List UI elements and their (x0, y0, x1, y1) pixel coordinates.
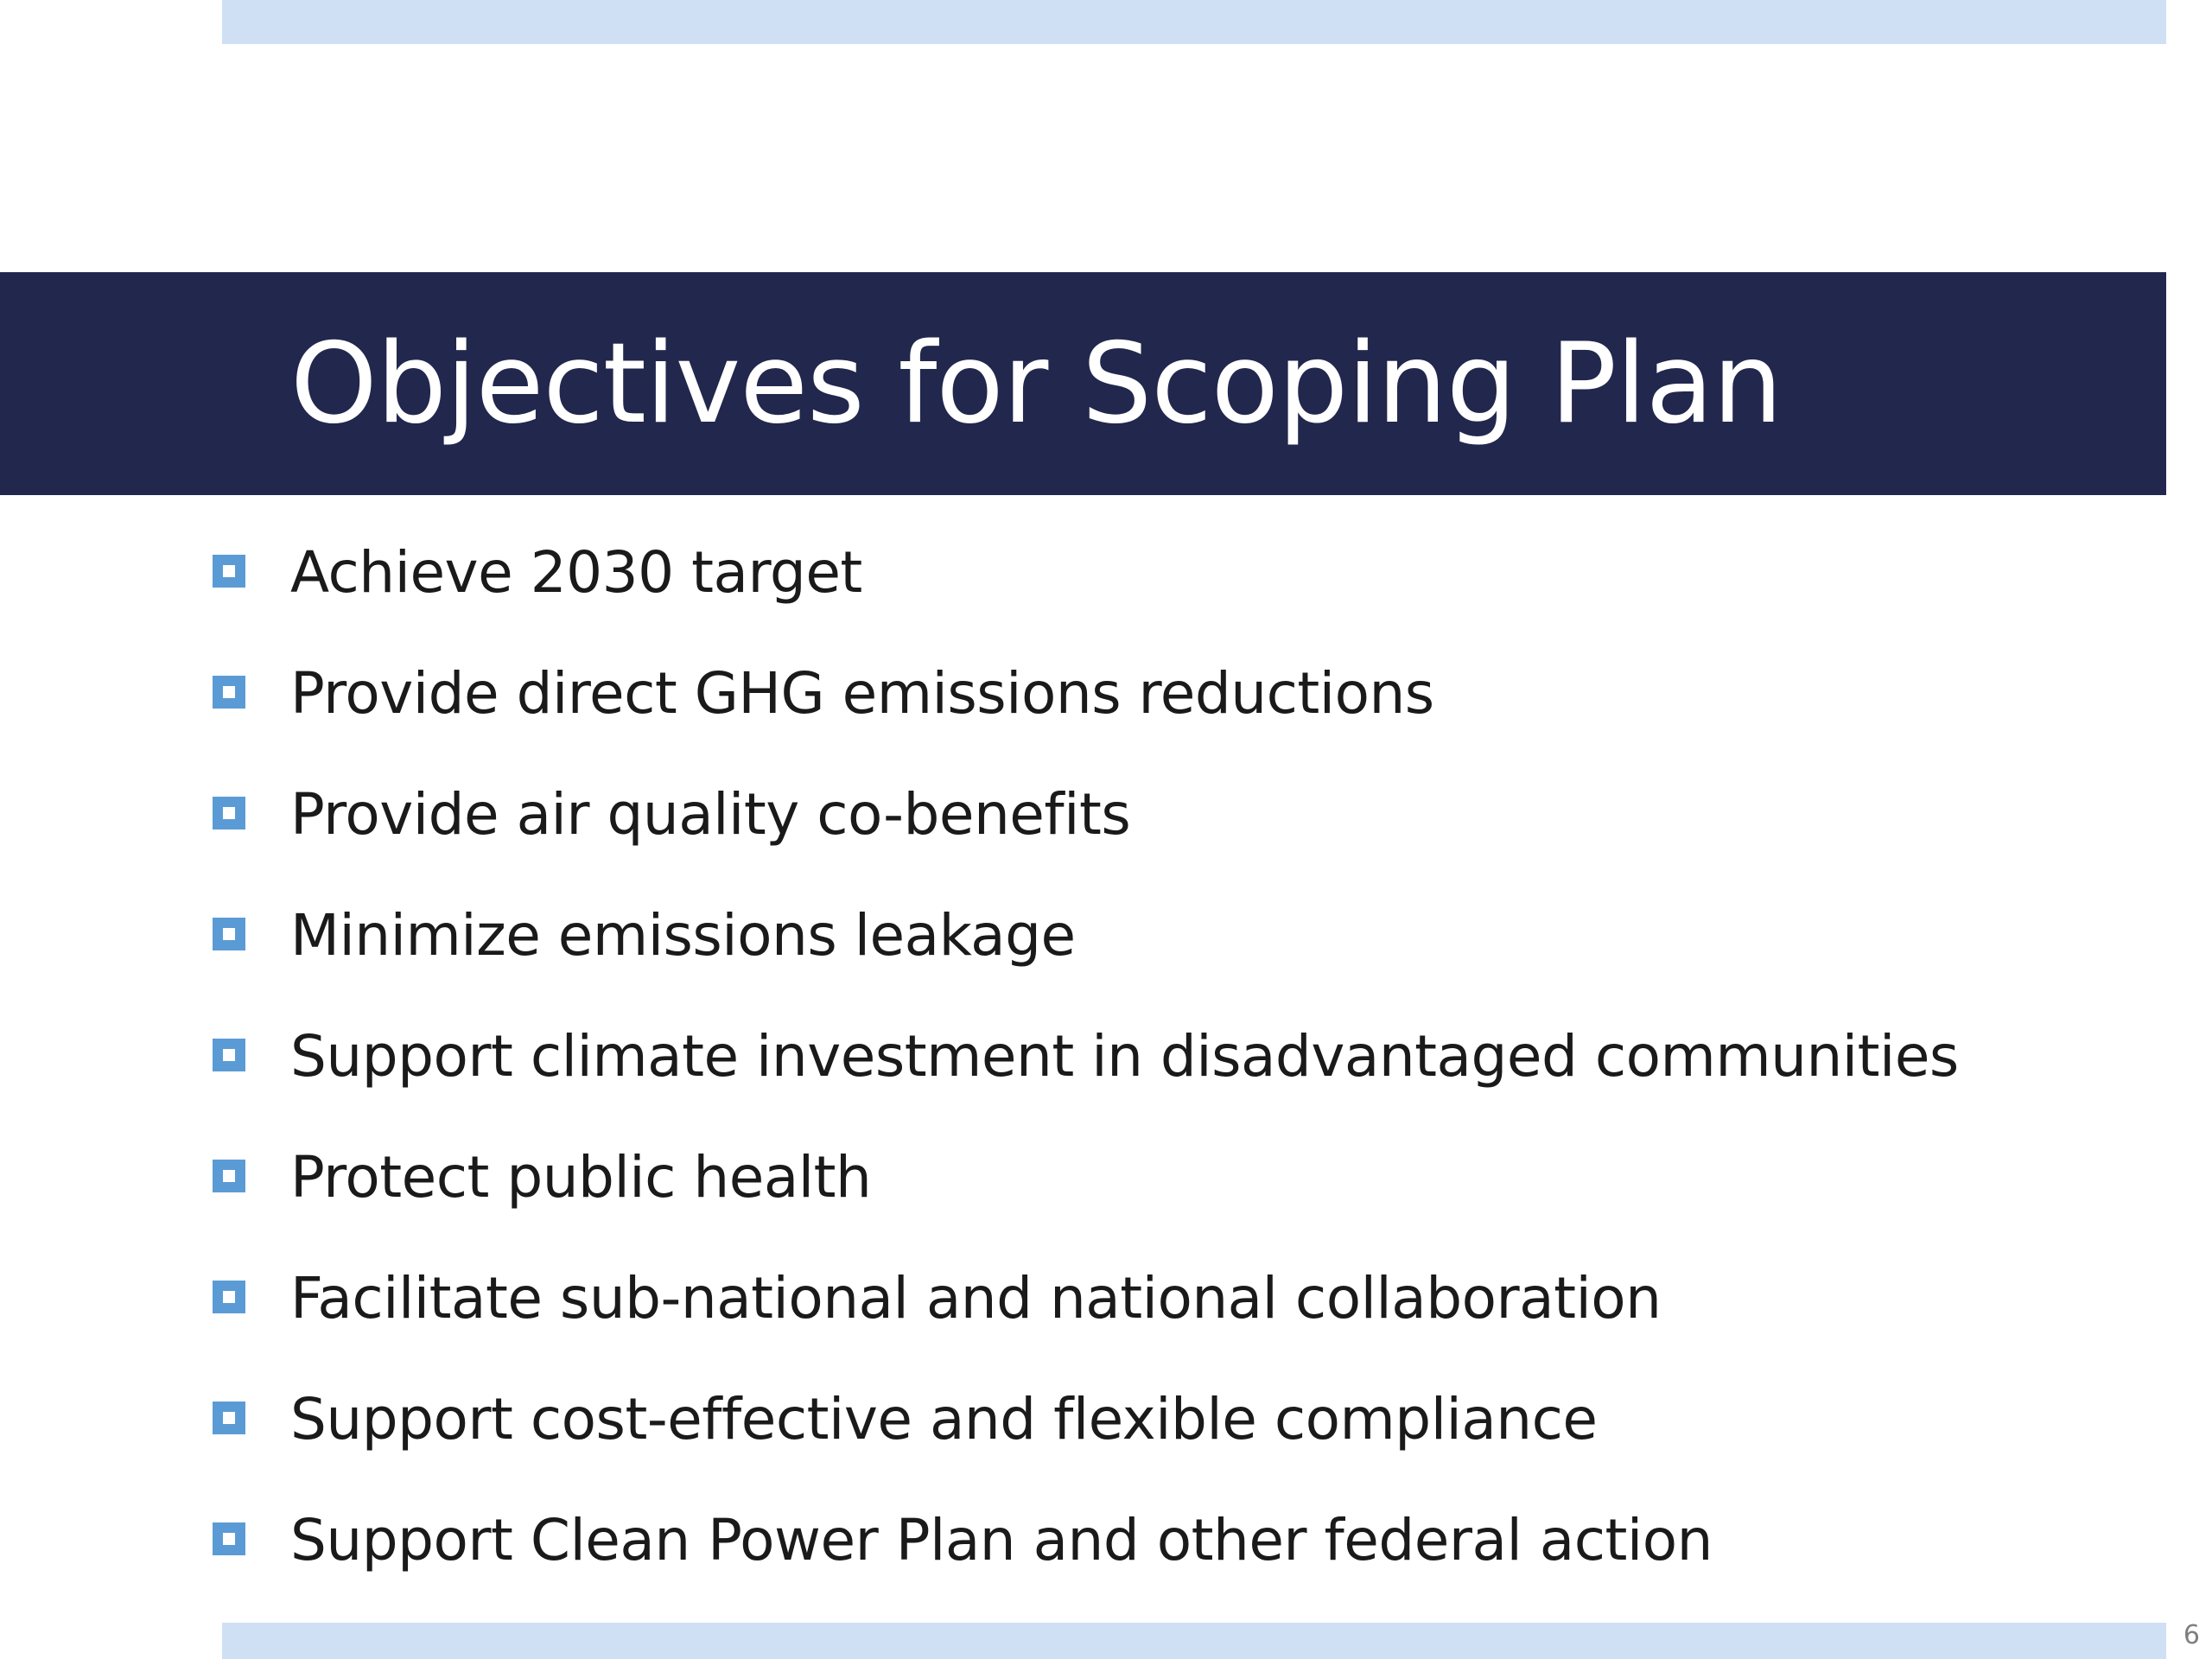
list-item (213, 534, 1959, 655)
square-bullet-icon (213, 918, 245, 950)
bullet-text: Achieve 2030 target (290, 539, 862, 606)
list-item (213, 1139, 1959, 1260)
page-number: 6 (2183, 1620, 2200, 1650)
bullet-text: Provide direct GHG emissions reductions (290, 660, 1434, 727)
list-item (213, 1018, 1959, 1139)
list-item (213, 897, 1959, 1018)
list-item (213, 655, 1959, 776)
bullet-text: Support cost-effective and flexible compliance (290, 1386, 1598, 1452)
slide-title: Objectives for Scoping Plan (290, 320, 1783, 448)
square-bullet-icon (213, 1281, 245, 1313)
bullet-text: Provide air quality co-benefits (290, 781, 1131, 848)
bullet-text: Support Clean Power Plan and other federal action (290, 1507, 1713, 1573)
list-item (213, 1260, 1959, 1381)
square-bullet-icon (213, 555, 245, 588)
list-item (213, 1381, 1959, 1502)
list-item (213, 1502, 1959, 1623)
bullet-list (213, 534, 1959, 1623)
bullet-text: Facilitate sub-national and national collaboration (290, 1265, 1662, 1332)
square-bullet-icon (213, 797, 245, 830)
bullet-text: Protect public health (290, 1144, 872, 1211)
square-bullet-icon (213, 1522, 245, 1555)
bullet-text: Support climate investment in disadvantaged communities (290, 1023, 1959, 1090)
square-bullet-icon (213, 1402, 245, 1434)
bottom-accent-bar (222, 1623, 2166, 1659)
square-bullet-icon (213, 1039, 245, 1071)
top-accent-bar (222, 0, 2166, 44)
square-bullet-icon (213, 1160, 245, 1192)
list-item (213, 776, 1959, 897)
square-bullet-icon (213, 676, 245, 709)
bullet-text: Minimize emissions leakage (290, 902, 1076, 969)
